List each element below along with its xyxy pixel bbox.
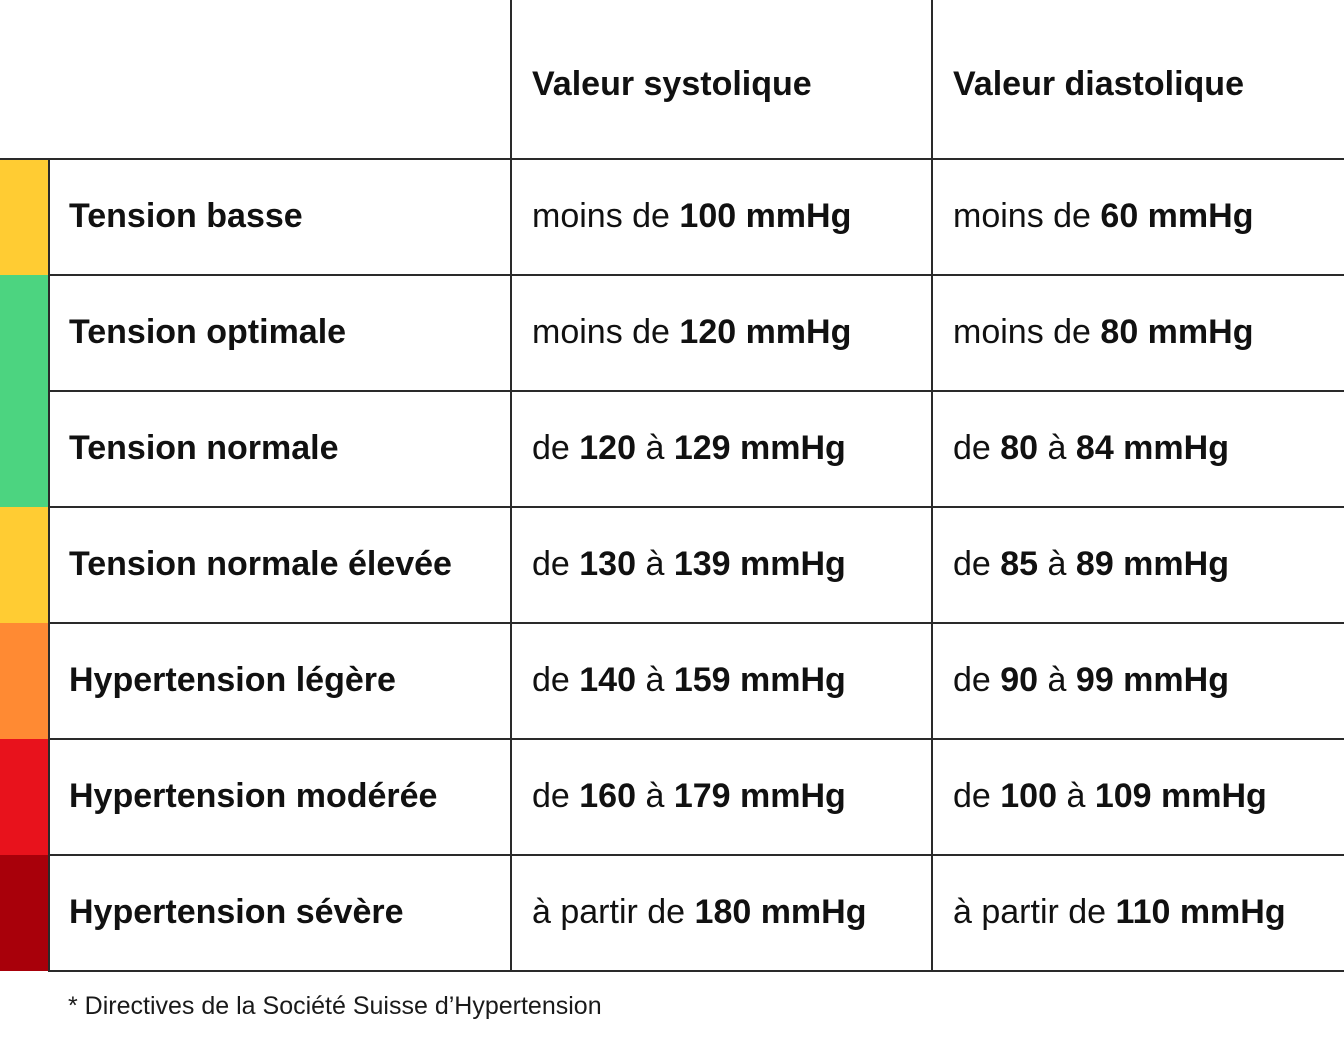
category-color-swatch — [0, 507, 49, 623]
category-color-swatch — [0, 855, 49, 971]
header-diastolic: Valeur diastolique — [932, 0, 1344, 159]
category-color-swatch — [0, 391, 49, 507]
category-color-swatch — [0, 623, 49, 739]
table-row — [0, 159, 1344, 275]
category-label: Tension optimale — [49, 275, 511, 391]
table-body — [0, 159, 1344, 971]
systolic-value: à partir de 180 mmHg — [511, 855, 932, 971]
systolic-value: de 130 à 139 mmHg — [511, 507, 932, 623]
category-label: Tension basse — [49, 159, 511, 275]
diastolic-value: moins de 60 mmHg — [932, 159, 1344, 275]
systolic-value: de 120 à 129 mmHg — [511, 391, 932, 507]
table-row — [0, 739, 1344, 855]
systolic-value: moins de 100 mmHg — [511, 159, 932, 275]
systolic-value: moins de 120 mmHg — [511, 275, 932, 391]
category-label: Tension normale élevée — [49, 507, 511, 623]
systolic-value: de 140 à 159 mmHg — [511, 623, 932, 739]
category-label: Hypertension sévère — [49, 855, 511, 971]
footnote: * Directives de la Société Suisse d’Hypertension — [68, 992, 602, 1020]
table-row — [0, 275, 1344, 391]
category-label: Tension normale — [49, 391, 511, 507]
header-corner — [0, 0, 511, 159]
diastolic-value: de 85 à 89 mmHg — [932, 507, 1344, 623]
category-color-swatch — [0, 275, 49, 391]
diastolic-value: moins de 80 mmHg — [932, 275, 1344, 391]
diastolic-value: de 100 à 109 mmHg — [932, 739, 1344, 855]
header-systolic: Valeur systolique — [511, 0, 932, 159]
table-row — [0, 855, 1344, 971]
systolic-value: de 160 à 179 mmHg — [511, 739, 932, 855]
table-row — [0, 623, 1344, 739]
diastolic-value: de 90 à 99 mmHg — [932, 623, 1344, 739]
header-row — [0, 0, 1344, 159]
category-label: Hypertension légère — [49, 623, 511, 739]
category-color-swatch — [0, 739, 49, 855]
category-color-swatch — [0, 159, 49, 275]
category-label: Hypertension modérée — [49, 739, 511, 855]
diastolic-value: de 80 à 84 mmHg — [932, 391, 1344, 507]
table-row — [0, 507, 1344, 623]
table-row — [0, 391, 1344, 507]
diastolic-value: à partir de 110 mmHg — [932, 855, 1344, 971]
